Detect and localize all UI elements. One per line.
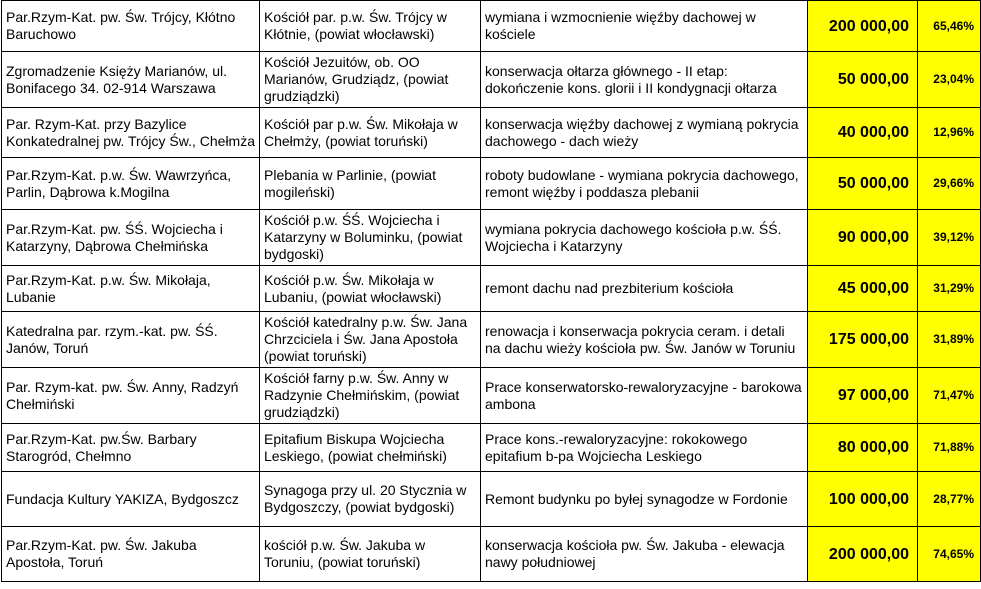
- object-cell: [260, 158, 481, 210]
- amount-cell-text: 200 000,00: [828, 545, 909, 563]
- table-row: [2, 368, 981, 424]
- task-cell-text: konserwacja więźby dachowej z wymianą pokrycia dachowego - dach wieży: [485, 115, 799, 149]
- percent-cell-text: 71,88%: [933, 440, 974, 454]
- task-cell-text: Remont budynku po byłej synagodze w Fordonie: [485, 490, 788, 507]
- amount-cell: [808, 472, 918, 527]
- amount-cell-text: 175 000,00: [828, 331, 909, 348]
- amount-cell: [808, 527, 918, 582]
- percent-cell-text: 23,04%: [933, 72, 974, 86]
- object-cell-text: Synagoga przy ul. 20 Stycznia w Bydgoszczy, (powiat bydgoski): [264, 482, 467, 515]
- beneficiary-cell-text: Par.Rzym-Kat. pw.Św. Barbary Starogród, Chełmno: [6, 430, 197, 464]
- task-cell: [481, 108, 808, 158]
- task-cell: [481, 368, 808, 424]
- object-cell-text: Kościół farny p.w. Św. Anny w Radzynie Chełmińskim, (powiat grudziądzki): [264, 370, 460, 420]
- object-cell: [260, 472, 481, 527]
- beneficiary-cell-text: Par.Rzym-Kat. p.w. Św. Wawrzyńca, Parlin, Dąbrowa k.Mogilna: [6, 166, 232, 200]
- beneficiary-cell-text: Par.Rzym-Kat. pw. ŚŚ. Wojciecha i Katarzyny, Dąbrowa Chełmińska: [6, 220, 223, 254]
- beneficiary-cell-text: Fundacja Kultury YAKIZA, Bydgoszcz: [6, 490, 239, 507]
- amount-cell: [808, 52, 918, 108]
- beneficiary-cell: [2, 108, 260, 158]
- amount-cell-text: 50 000,00: [837, 175, 909, 192]
- amount-cell: [808, 158, 918, 210]
- amount-cell: [808, 424, 918, 472]
- beneficiary-cell-text: Par. Rzym-kat. pw. Św. Anny, Radzyń Chełmiński: [6, 378, 239, 412]
- beneficiary-cell: [2, 472, 260, 527]
- beneficiary-cell-text: Par. Rzym-Kat. przy Bazylice Konkatedralnej pw. Trójcy Św., Chełmża: [6, 115, 256, 149]
- object-cell-text: Kościół Jezuitów, ob. OO Marianów, Grudziądz, (powiat grudziądzki): [264, 54, 449, 104]
- table-row: [2, 527, 981, 582]
- amount-cell-text: 80 000,00: [837, 439, 909, 456]
- beneficiary-cell: [2, 1, 260, 52]
- amount-cell: [808, 368, 918, 424]
- amount-cell-text: 45 000,00: [837, 280, 909, 297]
- table-row: [2, 52, 981, 108]
- object-cell: [260, 368, 481, 424]
- percent-cell-text: 31,89%: [933, 332, 974, 346]
- task-cell-text: konserwacja ołtarza głównego - II etap: dokończenie kons. glorii i II kondygnacji ołtarza: [485, 62, 777, 96]
- percent-cell-text: 71,47%: [933, 388, 974, 402]
- object-cell-text: Kościół p.w. ŚŚ. Wojciecha i Katarzyny w Boluminku, (powiat bydgoski): [264, 212, 463, 262]
- beneficiary-cell-text: Par.Rzym-Kat. p.w. Św. Mikołaja, Lubanie: [6, 271, 211, 305]
- object-cell-text: Epitafium Biskupa Wojciecha Leskiego, (powiat chełmiński): [264, 430, 447, 464]
- percent-cell: [918, 158, 981, 210]
- amount-cell: [808, 108, 918, 158]
- beneficiary-cell-text: Katedralna par. rzym.-kat. pw. ŚŚ. Janów, Toruń: [6, 322, 218, 356]
- beneficiary-cell: [2, 158, 260, 210]
- beneficiary-cell-text: Zgromadzenie Księży Marianów, ul. Bonifacego 34. 02-914 Warszawa: [6, 62, 227, 96]
- object-cell: [260, 266, 481, 312]
- object-cell-text: Plebania w Parlinie, (powiat mogileński): [264, 166, 436, 200]
- grants-table: [1, 0, 981, 582]
- percent-cell: [918, 527, 981, 582]
- beneficiary-cell: [2, 424, 260, 472]
- percent-cell: [918, 52, 981, 108]
- beneficiary-cell: [2, 210, 260, 266]
- amount-cell: [808, 210, 918, 266]
- table-row: [2, 472, 981, 527]
- amount-cell: [808, 312, 918, 368]
- table-row: [2, 210, 981, 266]
- table-row: [2, 424, 981, 472]
- object-cell: [260, 312, 481, 368]
- task-cell-text: wymiana pokrycia dachowego kościoła p.w. ŚŚ. Wojciecha i Katarzyny: [485, 220, 782, 254]
- amount-cell-text: 100 000,00: [828, 490, 909, 508]
- task-cell: [481, 52, 808, 108]
- task-cell-text: wymiana i wzmocnienie więźby dachowej w kościele: [485, 9, 756, 42]
- beneficiary-cell: [2, 368, 260, 424]
- task-cell: [481, 266, 808, 312]
- table-row: [2, 312, 981, 368]
- percent-cell-text: 28,77%: [933, 491, 974, 506]
- amount-cell: [808, 266, 918, 312]
- task-cell: [481, 527, 808, 582]
- task-cell: [481, 424, 808, 472]
- task-cell: [481, 312, 808, 368]
- amount-cell-text: 200 000,00: [828, 17, 909, 35]
- task-cell-text: renowacja i konserwacja pokrycia ceram. i detali na dachu wieży kościoła pw. Św. Janów w Toruniu: [485, 322, 796, 356]
- task-cell: [481, 210, 808, 266]
- percent-cell-text: 65,46%: [933, 18, 974, 33]
- beneficiary-cell-text: Par.Rzym-Kat. pw. Św. Trójcy, Kłótno Baruchowo: [6, 9, 236, 42]
- task-cell: [481, 158, 808, 210]
- object-cell-text: Kościół p.w. Św. Mikołaja w Lubaniu, (powiat włocławski): [264, 271, 442, 305]
- percent-cell: [918, 424, 981, 472]
- table-row: [2, 1, 981, 52]
- task-cell: [481, 1, 808, 52]
- percent-cell: [918, 210, 981, 266]
- task-cell-text: roboty budowlane - wymiana pokrycia dachowego, remont więźby i poddasza plebanii: [485, 166, 799, 200]
- amount-cell-text: 50 000,00: [837, 71, 909, 88]
- percent-cell: [918, 368, 981, 424]
- percent-cell-text: 12,96%: [933, 125, 974, 139]
- object-cell-text: kościół p.w. Św. Jakuba w Toruniu, (powiat toruński): [264, 537, 426, 570]
- object-cell-text: Kościół par p.w. Św. Mikołaja w Chełmży, (powiat toruński): [264, 115, 458, 149]
- object-cell: [260, 108, 481, 158]
- percent-cell-text: 39,12%: [933, 230, 974, 244]
- object-cell: [260, 52, 481, 108]
- object-cell: [260, 1, 481, 52]
- object-cell-text: Kościół par. p.w. Św. Trójcy w Kłótnie, (powiat włocławski): [264, 9, 447, 42]
- beneficiary-cell: [2, 312, 260, 368]
- table-row: [2, 266, 981, 312]
- percent-cell: [918, 108, 981, 158]
- percent-cell-text: 31,29%: [933, 281, 974, 295]
- object-cell: [260, 210, 481, 266]
- percent-cell-text: 74,65%: [933, 546, 974, 561]
- percent-cell: [918, 472, 981, 527]
- task-cell-text: Prace konserwatorsko-rewaloryzacyjne - barokowa ambona: [485, 378, 802, 412]
- percent-cell: [918, 1, 981, 52]
- percent-cell: [918, 266, 981, 312]
- task-cell-text: Prace kons.-rewaloryzacyjne: rokokowego epitafium b-pa Wojciecha Leskiego: [485, 430, 748, 464]
- task-cell-text: konserwacja kościoła pw. Św. Jakuba - elewacja nawy południowej: [485, 537, 785, 570]
- amount-cell-text: 97 000,00: [837, 387, 909, 404]
- amount-cell: [808, 1, 918, 52]
- beneficiary-cell: [2, 527, 260, 582]
- amount-cell-text: 90 000,00: [837, 229, 909, 246]
- amount-cell-text: 40 000,00: [837, 124, 909, 141]
- table-row: [2, 108, 981, 158]
- object-cell: [260, 527, 481, 582]
- task-cell-text: remont dachu nad prezbiterium kościoła: [485, 280, 734, 296]
- table-row: [2, 158, 981, 210]
- beneficiary-cell: [2, 52, 260, 108]
- object-cell-text: Kościół katedralny p.w. Św. Jana Chrzciciela i Św. Jana Apostoła (powiat toruński): [264, 314, 468, 364]
- grants-table-body: [2, 1, 981, 582]
- object-cell: [260, 424, 481, 472]
- percent-cell: [918, 312, 981, 368]
- percent-cell-text: 29,66%: [933, 176, 974, 190]
- task-cell: [481, 472, 808, 527]
- beneficiary-cell: [2, 266, 260, 312]
- beneficiary-cell-text: Par.Rzym-Kat. pw. Św. Jakuba Apostoła, Toruń: [6, 537, 197, 570]
